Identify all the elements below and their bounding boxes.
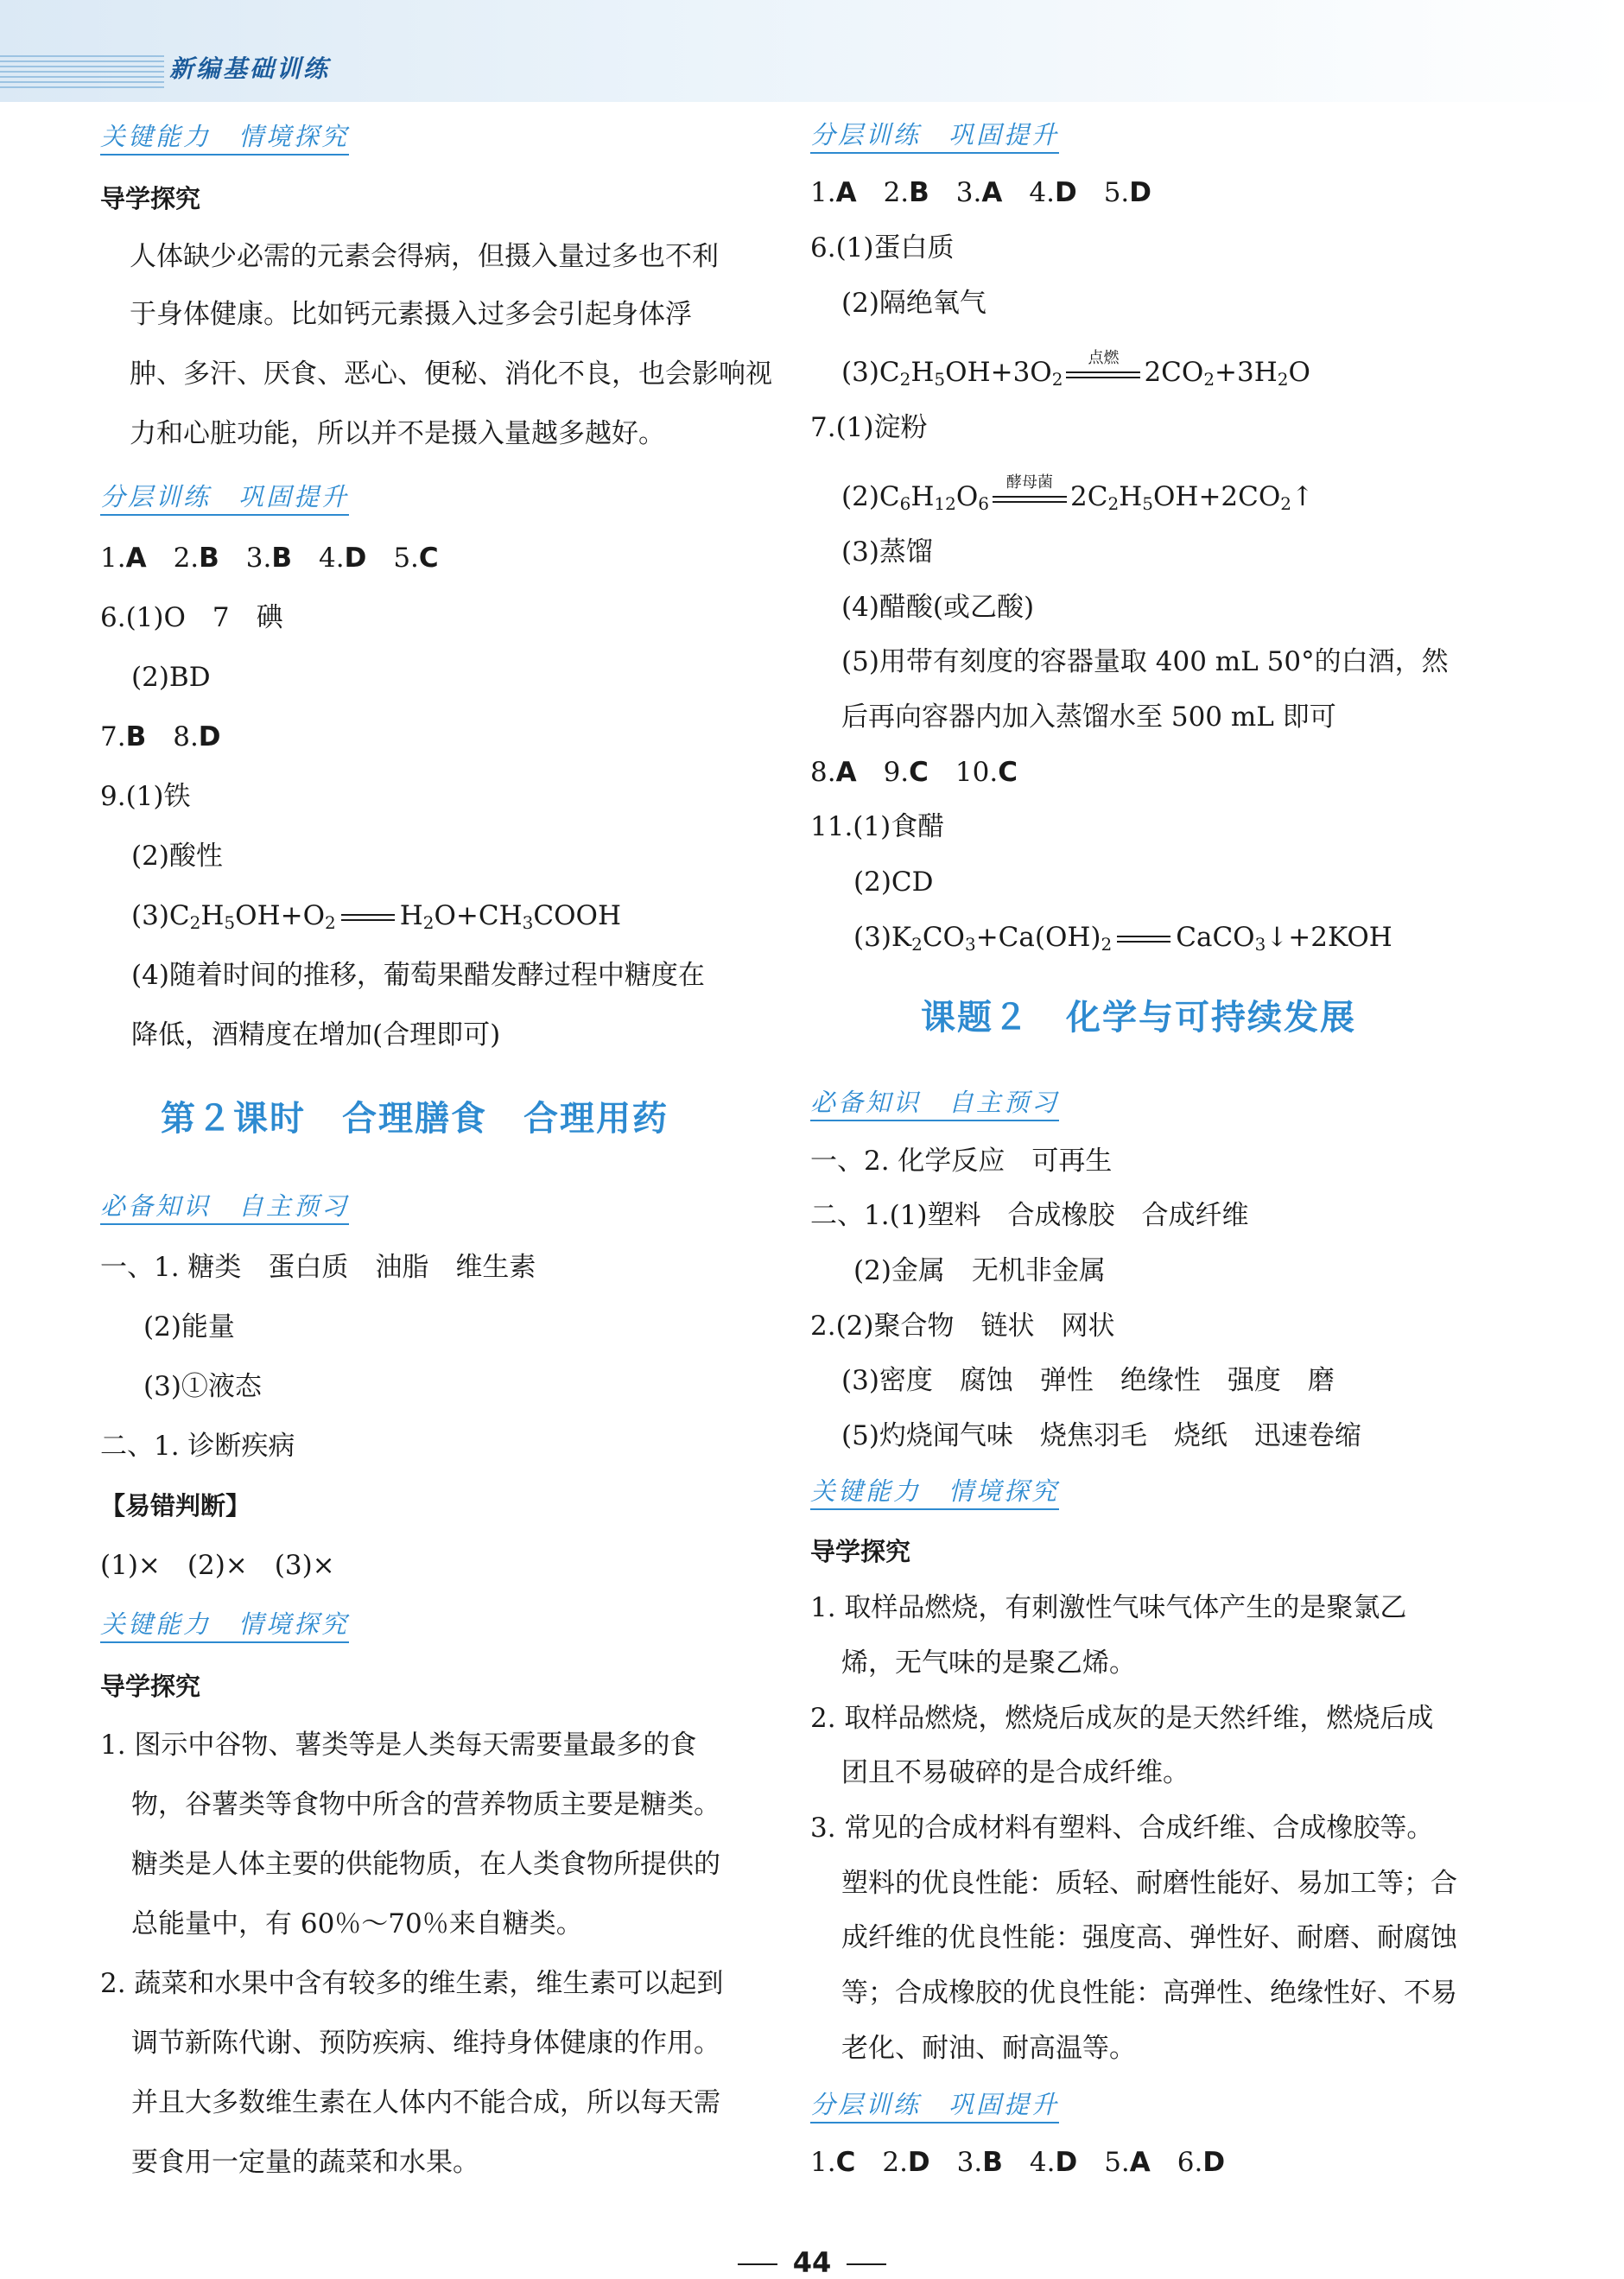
answer-line: (3)①液态 [143, 1371, 262, 1402]
paragraph-line: 1. 图示中谷物、薯类等是人类每天需要量最多的食 [100, 1730, 697, 1761]
chemical-equation: $(3)C_2H_5OH+3O_2$ 点燃 $2CO_2+3H_2O$ [841, 348, 1310, 390]
answer-line: (4)醋酸(或乙酸) [841, 592, 1035, 623]
equals-sign [341, 913, 395, 922]
subheading: 导学探究 [100, 184, 201, 213]
subheading: 导学探究 [100, 1672, 201, 1701]
answer-line: (2)隔绝氧气 [841, 288, 986, 319]
page-number: 44 [0, 2246, 1624, 2279]
paragraph-line: 总能量中，有 60％～70％来自糖类。 [131, 1908, 583, 1939]
paragraph-line: 于身体健康。比如钙元素摄入过多会引起身体浮 [130, 299, 692, 330]
section-heading: 必备知识 自主预习 [810, 1087, 1059, 1121]
paragraph-line: 力和心脏功能，所以并不是摄入量越多越好。 [130, 418, 665, 449]
header-banner [0, 0, 1624, 102]
reaction-condition: 点燃 [1066, 365, 1140, 384]
answer-line: 2.(2)聚合物 链状 网状 [810, 1311, 1115, 1342]
header-title: 新编基础训练 [169, 54, 331, 83]
answer-line: 后再向容器内加入蒸馏水至 500 mL 即可 [841, 701, 1336, 733]
answer-line: 降低，酒精度在增加(合理即可) [131, 1019, 501, 1051]
answer-line: 7.(1)淀粉 [810, 412, 928, 443]
equals-sign [1117, 935, 1170, 943]
answer-line: (5)灼烧闻气味 烧焦羽毛 烧纸 迅速卷缩 [841, 1420, 1361, 1451]
paragraph-line: 人体缺少必需的元素会得病，但摄入量过多也不利 [130, 241, 719, 272]
paragraph-line: 肿、多汗、厌食、恶心、便秘、消化不良，也会影响视 [130, 359, 772, 390]
paragraph-line: 1. 取样品燃烧，有刺激性气味气体产生的是聚氯乙 [810, 1592, 1407, 1623]
paragraph-line: 2. 蔬菜和水果中含有较多的维生素，维生素可以起到 [100, 1968, 724, 1999]
answer-line: 6.(1)O 7 碘 [100, 602, 283, 633]
answer-line: 8.A 9.C 10.C [810, 757, 1018, 788]
answer-line: 一、2. 化学反应 可再生 [810, 1146, 1113, 1177]
answer-line: (3)蒸馏 [841, 536, 933, 568]
answer-line: (3)密度 腐蚀 弹性 绝缘性 强度 磨 [841, 1365, 1335, 1396]
paragraph-line: 等；合成橡胶的优良性能：高弹性、绝缘性好、不易 [841, 1977, 1457, 2009]
answer-line: (2)BD [131, 662, 211, 693]
header-decoration [0, 55, 164, 90]
section-heading: 分层训练 巩固提升 [100, 481, 349, 516]
chemical-equation: $(3)K_2CO_3+Ca(OH)_2$ CaCO$_3$↓+2KOH [853, 922, 1392, 955]
answer-line: 7.B 8.D [100, 721, 221, 752]
section-heading: 关键能力 情境探究 [810, 1476, 1059, 1510]
answer-line: 1.A 2.B 3.A 4.D 5.D [810, 177, 1151, 208]
paragraph-line: 老化、耐油、耐高温等。 [841, 2033, 1136, 2064]
paragraph-line: 物，谷薯类等食物中所含的营养物质主要是糖类。 [131, 1789, 720, 1820]
section-heading: 关键能力 情境探究 [100, 1609, 349, 1643]
paragraph-line: 团且不易破碎的是合成纤维。 [841, 1757, 1189, 1788]
paragraph-line: 成纤维的优良性能：强度高、弹性好、耐磨、耐腐蚀 [841, 1922, 1457, 1953]
answer-line: (2)能量 [143, 1311, 235, 1343]
answer-line: (2)金属 无机非金属 [853, 1255, 1106, 1286]
paragraph-line: 3. 常见的合成材料有塑料、合成纤维、合成橡胶等。 [810, 1812, 1434, 1844]
lesson-title: 第２课时 合理膳食 合理用药 [161, 1099, 669, 1139]
answer-line: 一、1. 糖类 蛋白质 油脂 维生素 [100, 1252, 536, 1283]
answer-line: 11.(1)食醋 [810, 811, 945, 842]
answer-line: 1.C 2.D 3.B 4.D 5.A 6.D [810, 2147, 1226, 2178]
paragraph-line: 并且大多数维生素在人体内不能合成，所以每天需 [131, 2087, 720, 2118]
reaction-condition: 酵母菌 [993, 489, 1067, 508]
answer-line: 二、1.(1)塑料 合成橡胶 合成纤维 [810, 1200, 1249, 1231]
section-heading: 分层训练 巩固提升 [810, 119, 1059, 154]
lesson-title: 课题２ 化学与可持续发展 [921, 998, 1356, 1038]
answer-line: 6.(1)蛋白质 [810, 232, 955, 263]
answer-line: (2)CD [853, 867, 934, 898]
paragraph-line: 调节新陈代谢、预防疾病、维持身体健康的作用。 [131, 2028, 720, 2059]
answer-line: (4)随着时间的推移，葡萄果醋发酵过程中糖度在 [131, 960, 705, 991]
answer-line: (1)× (2)× (3)× [100, 1550, 335, 1581]
paragraph-line: 2. 取样品燃烧，燃烧后成灰的是天然纤维，燃烧后成 [810, 1703, 1434, 1734]
chemical-equation: $(2)C_6H_{12}O_6$ 酵母菌 $2C_2H_5OH+2CO_2↑$ [841, 473, 1314, 514]
page-dash [847, 2263, 886, 2265]
chemical-equation: $(3)C_2H_5OH+O_2$ $H_2O+CH_3COOH$ [131, 900, 621, 933]
page-dash [738, 2263, 777, 2265]
answer-line: 9.(1)铁 [100, 781, 191, 812]
paragraph-line: 塑料的优良性能：质轻、耐磨性能好、易加工等；合 [841, 1868, 1457, 1899]
section-heading: 关键能力 情境探究 [100, 121, 349, 156]
answer-line: 二、1. 诊断疾病 [100, 1431, 295, 1462]
subheading: 导学探究 [810, 1537, 911, 1566]
section-heading: 分层训练 巩固提升 [810, 2089, 1059, 2123]
subheading: 【易错判断】 [100, 1491, 251, 1520]
paragraph-line: 烯，无气味的是聚乙烯。 [841, 1647, 1136, 1679]
answer-line: (2)酸性 [131, 841, 223, 872]
paragraph-line: 糖类是人体主要的供能物质，在人类食物所提供的 [131, 1849, 720, 1880]
answer-line: (5)用带有刻度的容器量取 400 mL 50°的白酒，然 [841, 646, 1449, 677]
answer-line: 1.A 2.B 3.B 4.D 5.C [100, 543, 439, 574]
paragraph-line: 要食用一定量的蔬菜和水果。 [131, 2147, 479, 2178]
section-heading: 必备知识 自主预习 [100, 1190, 349, 1225]
